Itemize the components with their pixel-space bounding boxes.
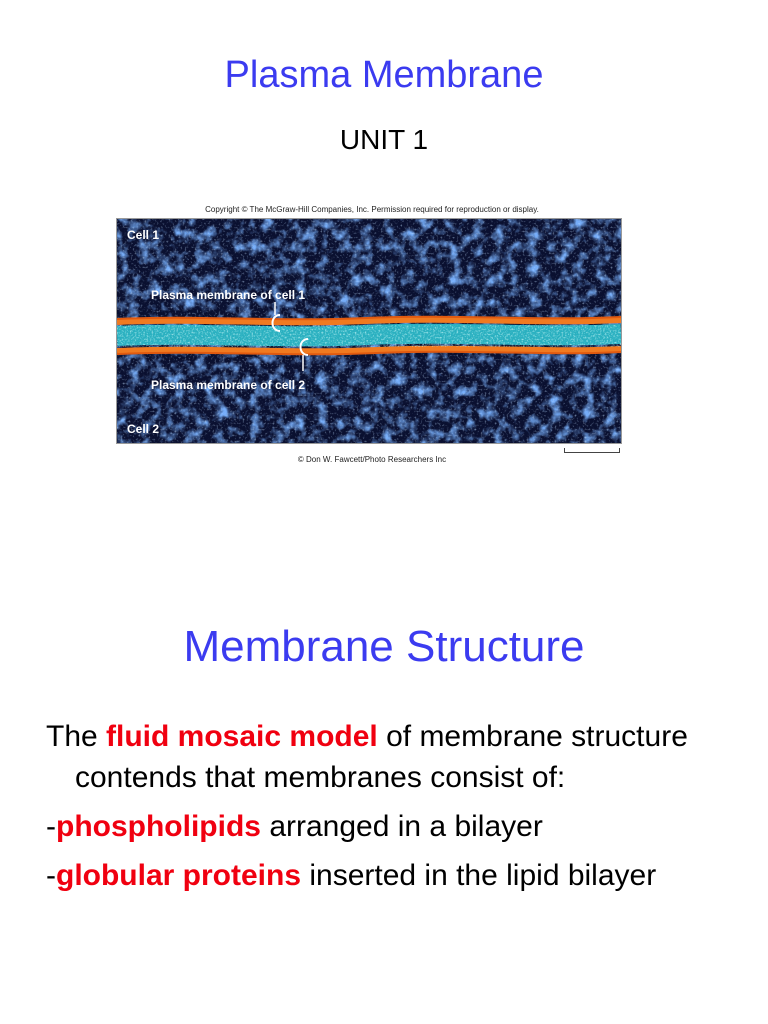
slide-body <box>46 716 736 896</box>
bullet-globular-proteins <box>46 855 736 896</box>
scale-bar <box>564 448 620 453</box>
paragraph-fluid-mosaic <box>46 716 736 798</box>
emphasis-text: globular proteins <box>56 859 302 892</box>
label-cell-1: Cell 1 <box>127 228 160 242</box>
label-membrane-cell-2: Plasma membrane of cell 2 <box>151 378 306 392</box>
label-membrane-cell-1: Plasma membrane of cell 1 <box>151 288 306 302</box>
slide-membrane-structure <box>0 512 768 1024</box>
text: - <box>46 859 56 892</box>
label-cell-2: Cell 2 <box>127 422 160 436</box>
text: arranged in a bilayer <box>260 810 543 843</box>
emphasis-text: fluid mosaic model <box>106 720 378 753</box>
slide-subtitle: UNIT 1 <box>339 124 429 155</box>
text: - <box>46 810 56 843</box>
text: inserted in the lipid bilayer <box>301 859 657 892</box>
micrograph-image <box>116 218 622 444</box>
photo-credit: © Don W. Fawcett/Photo Researchers Inc <box>297 455 447 464</box>
slide-title: Membrane Structure <box>183 622 585 671</box>
text: of membrane structure contends that membranes consist of: <box>75 720 688 794</box>
text: The <box>46 720 107 753</box>
emphasis-text: phospholipids <box>56 810 261 843</box>
micrograph-figure <box>112 205 624 467</box>
bullet-phospholipids <box>46 806 736 847</box>
slide-title: Plasma Membrane <box>224 54 544 96</box>
copyright-notice: Copyright © The McGraw-Hill Companies, Inc. Permission required for reproduction or display. <box>205 205 539 214</box>
